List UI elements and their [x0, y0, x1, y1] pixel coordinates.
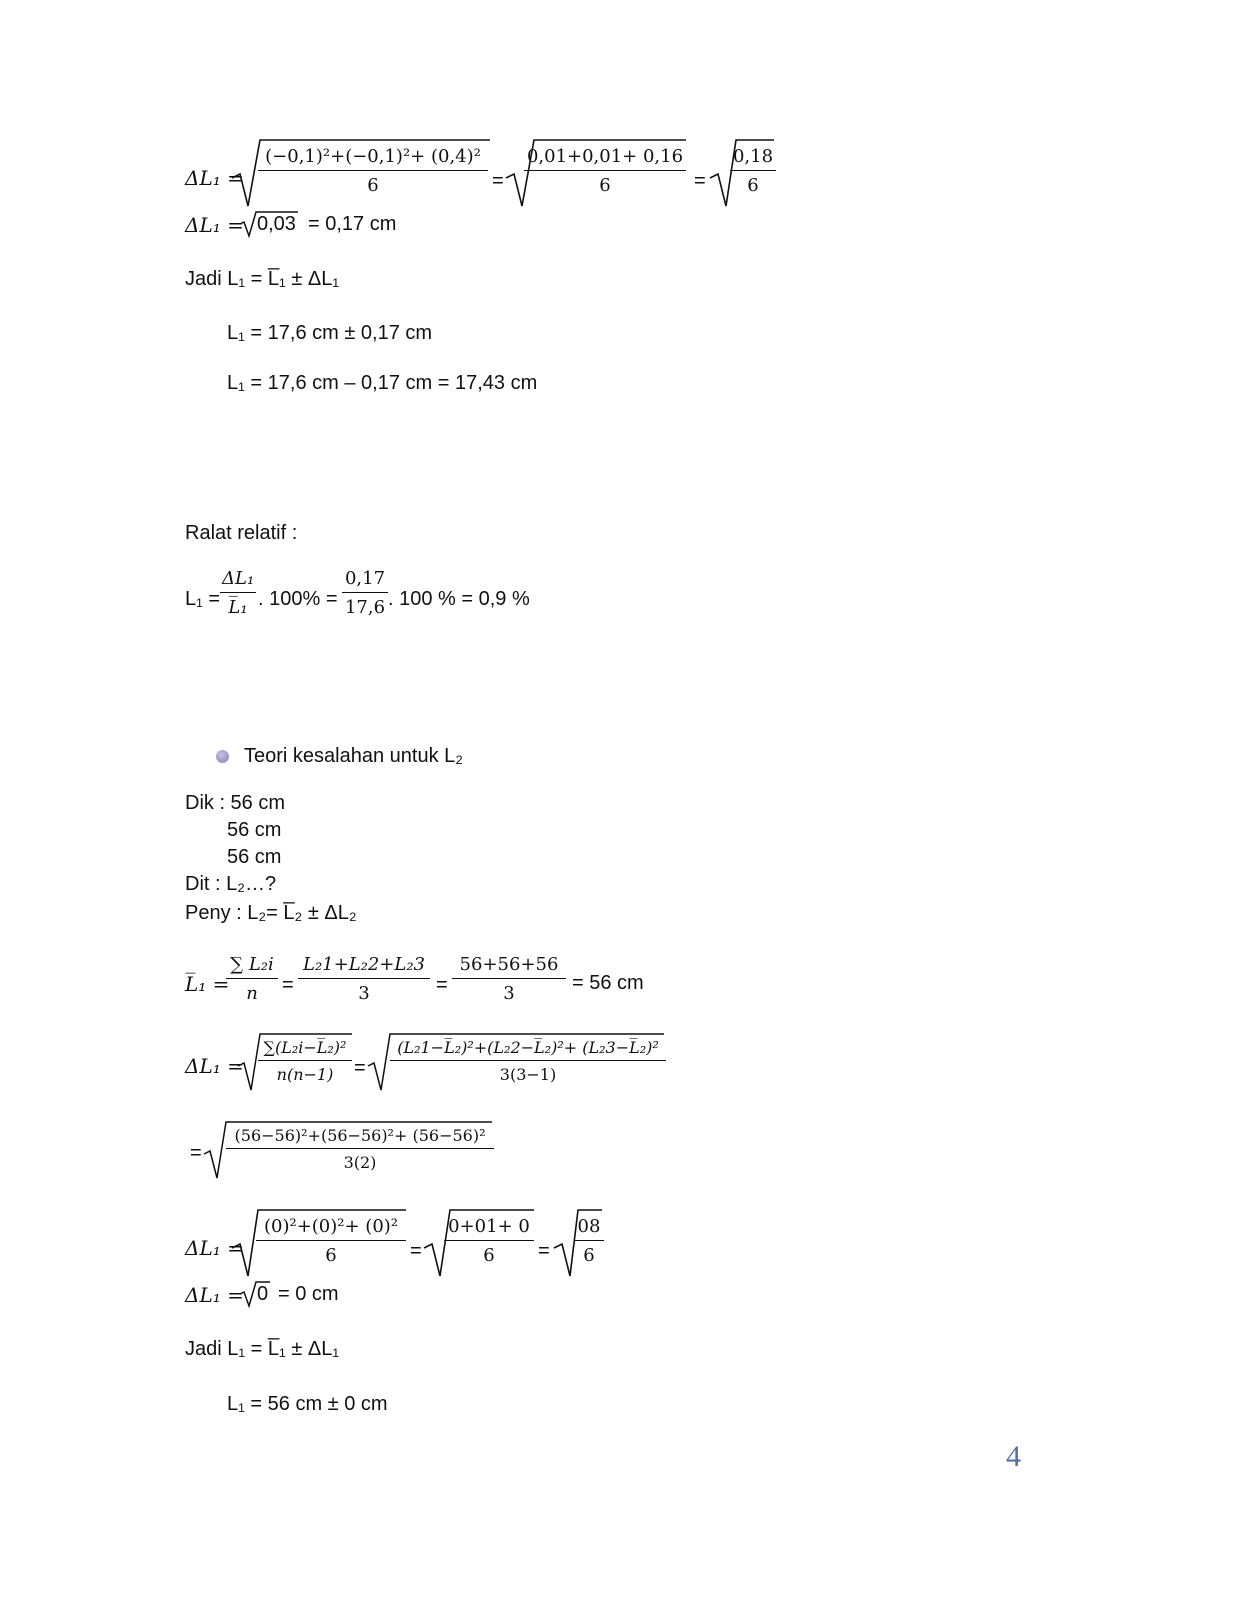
ralat-tail: . 100 % = 0,9 %	[388, 588, 530, 610]
denominator: 6	[583, 1245, 595, 1266]
fraction	[390, 1038, 666, 1084]
fraction	[258, 146, 488, 196]
result-line: L₁ = 17,6 cm – 0,17 cm = 17,43 cm	[227, 372, 538, 394]
page-number: 4	[1006, 1440, 1021, 1473]
numerator: 56+56+56	[452, 954, 566, 979]
fraction	[220, 568, 256, 618]
equals-sign: =	[492, 170, 504, 192]
dl-result-lhs: ΔL₁ =	[185, 1283, 244, 1307]
equals-sign: =	[436, 974, 448, 996]
fraction	[226, 954, 278, 1004]
equals-sign: =	[282, 974, 294, 996]
denominator: 6	[747, 175, 759, 196]
jadi-line: Jadi L₁ = L̅₁ ± ΔL₁	[185, 1338, 340, 1360]
mean-lhs: L̅₁ =	[185, 972, 230, 996]
fraction	[524, 146, 686, 196]
denominator: n	[246, 983, 258, 1004]
numerator: (0)²+(0)²+ (0)²	[256, 1216, 406, 1241]
numerator: L₂1+L₂2+L₂3	[298, 954, 430, 979]
denominator: 3	[503, 983, 515, 1004]
denominator: L̅₁	[228, 597, 248, 618]
denominator: 3	[358, 983, 370, 1004]
dl1-result-lhs: ΔL₁ =	[185, 213, 244, 237]
numerator: 0,18	[730, 146, 776, 171]
numerator: (56−56)²+(56−56)²+ (56−56)²	[226, 1126, 494, 1149]
fraction	[256, 1216, 406, 1266]
fraction	[730, 146, 776, 196]
fraction	[444, 1216, 534, 1266]
dl-lhs: ΔL₁ =	[185, 1054, 244, 1078]
fraction	[342, 568, 388, 618]
numerator: ∑(L₂i−L̅₂)²	[258, 1038, 352, 1061]
root-value: 0	[257, 1283, 269, 1305]
fraction	[574, 1216, 604, 1266]
denominator: 6	[599, 175, 611, 196]
bullet-text: Teori kesalahan untuk L₂	[244, 745, 464, 767]
numerator: 0,17	[342, 568, 388, 593]
ralat-heading: Ralat relatif :	[185, 522, 298, 544]
dl1-lhs: ΔL₁ =	[185, 166, 244, 190]
denominator: 3(2)	[343, 1153, 377, 1172]
ralat-mid: . 100% =	[258, 588, 338, 610]
denominator: n(n−1)	[276, 1065, 334, 1084]
fraction	[226, 1126, 494, 1172]
numerator: (L₂1−L̅₂)²+(L₂2−L̅₂)²+ (L₂3−L̅₂)²	[390, 1038, 666, 1061]
fraction	[298, 954, 430, 1004]
numerator: (−0,1)²+(−0,1)²+ (0,4)²	[258, 146, 488, 171]
fraction	[452, 954, 566, 1004]
denominator: 6	[483, 1245, 495, 1266]
dl-lhs: ΔL₁ =	[185, 1236, 244, 1260]
numerator: ∑ L₂i	[226, 954, 278, 979]
denominator: 6	[367, 175, 379, 196]
jadi-line: Jadi L₁ = L̅₁ ± ΔL₁	[185, 268, 340, 290]
numerator: 0,01+0,01+ 0,16	[524, 146, 686, 171]
denominator: 6	[325, 1245, 337, 1266]
ralat-lhs: L₁ =	[185, 588, 221, 610]
result-line: L₁ = 17,6 cm ± 0,17 cm	[227, 322, 433, 344]
equals-sign: =	[694, 170, 706, 192]
dik-line: 56 cm	[227, 819, 282, 841]
result-value: = 0,17 cm	[308, 213, 397, 235]
equals-sign: =	[410, 1240, 422, 1262]
numerator: ΔL₁	[220, 568, 256, 593]
denominator: 3(3−1)	[499, 1065, 557, 1084]
fraction	[258, 1038, 352, 1084]
peny-line: Peny : L₂= L̅₂ ± ΔL₂	[185, 902, 357, 924]
dit-line: Dit : L₂…?	[185, 873, 277, 895]
dik-line: Dik : 56 cm	[185, 792, 286, 814]
equals-sign: =	[354, 1057, 366, 1079]
root-value: 0,03	[257, 213, 296, 235]
result-value: = 0 cm	[278, 1283, 339, 1305]
equals-sign: =	[190, 1142, 202, 1164]
mean-result: = 56 cm	[572, 972, 644, 994]
dik-line: 56 cm	[227, 846, 282, 868]
bullet-icon	[216, 750, 229, 763]
numerator: 08	[574, 1216, 604, 1241]
numerator: 0+01+ 0	[444, 1216, 534, 1241]
result-line: L₁ = 56 cm ± 0 cm	[227, 1393, 388, 1415]
denominator: 17,6	[344, 597, 386, 618]
equals-sign: =	[538, 1240, 550, 1262]
